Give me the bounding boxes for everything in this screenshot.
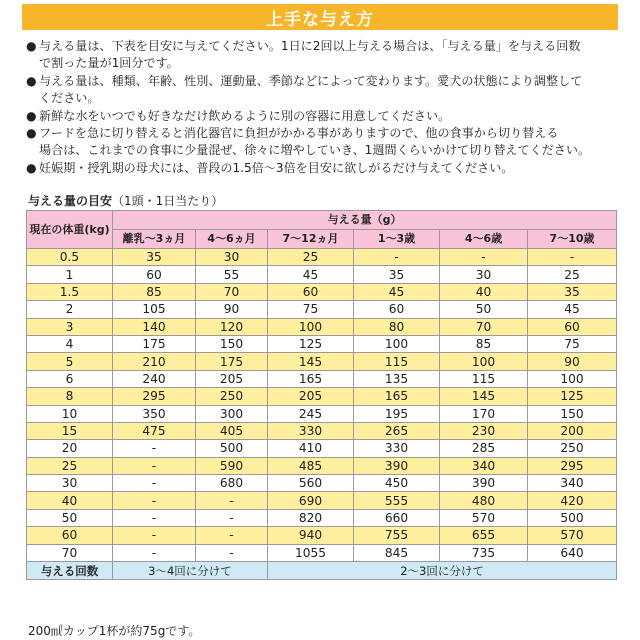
amount-cell: 500 — [196, 440, 268, 457]
table-row — [27, 353, 617, 370]
table-title — [28, 192, 223, 209]
table-row — [27, 440, 617, 457]
amount-cell: 135 — [354, 370, 440, 387]
amount-cell: 200 — [528, 422, 617, 439]
amount-cell: 570 — [528, 527, 617, 544]
amount-cell: 150 — [196, 335, 268, 352]
table-row — [27, 527, 617, 544]
amount-header: 与える量（g） — [113, 211, 617, 230]
amount-cell: 405 — [196, 422, 268, 439]
weight-cell: 1 — [27, 266, 113, 283]
amount-cell: 690 — [268, 492, 354, 509]
amount-cell: 570 — [440, 509, 528, 526]
amount-cell: 250 — [528, 440, 617, 457]
amount-cell: 90 — [528, 353, 617, 370]
table-row — [27, 492, 617, 509]
amount-cell: 485 — [268, 457, 354, 474]
amount-cell: 50 — [440, 301, 528, 318]
bullet-icon: ● — [26, 126, 37, 141]
amount-cell: 55 — [196, 266, 268, 283]
amount-cell: 25 — [268, 249, 354, 266]
amount-cell: 475 — [113, 422, 196, 439]
amount-cell: 45 — [354, 283, 440, 300]
amount-cell: 210 — [113, 353, 196, 370]
amount-cell: 245 — [268, 405, 354, 422]
amount-cell: 205 — [196, 370, 268, 387]
amount-cell: 410 — [268, 440, 354, 457]
amount-cell: 390 — [354, 457, 440, 474]
amount-cell: 250 — [196, 388, 268, 405]
amount-cell: 175 — [113, 335, 196, 352]
amount-cell: - — [113, 527, 196, 544]
amount-cell: 35 — [113, 249, 196, 266]
table-row — [27, 388, 617, 405]
amount-cell: 285 — [440, 440, 528, 457]
weight-cell: 0.5 — [27, 249, 113, 266]
weight-cell: 1.5 — [27, 283, 113, 300]
amount-cell: 170 — [440, 405, 528, 422]
feeding-table — [26, 210, 617, 580]
note-line: 妊娠期・授乳期の母犬には、普段の1.5倍〜3倍を目安に欲しがるだけ与えてください。 — [39, 160, 514, 175]
amount-cell: - — [196, 509, 268, 526]
amount-cell: 330 — [354, 440, 440, 457]
amount-cell: 60 — [113, 266, 196, 283]
amount-cell: 680 — [196, 475, 268, 492]
amount-cell: - — [196, 492, 268, 509]
age-column-header: 1〜3歳 — [354, 230, 440, 249]
amount-cell: 100 — [354, 335, 440, 352]
amount-cell: 60 — [354, 301, 440, 318]
amount-cell: 240 — [113, 370, 196, 387]
amount-cell: 145 — [440, 388, 528, 405]
note-line: 与える量は、下表を目安に与えてください。1日に2回以上与える場合は、「与える量」を与える回数 — [39, 39, 581, 53]
amount-cell: 1055 — [268, 544, 354, 561]
amount-cell: 30 — [196, 249, 268, 266]
weight-cell: 25 — [27, 457, 113, 474]
amount-cell: - — [113, 492, 196, 509]
amount-cell: 140 — [113, 318, 196, 335]
amount-cell: 820 — [268, 509, 354, 526]
amount-cell: 195 — [354, 405, 440, 422]
weight-cell: 3 — [27, 318, 113, 335]
table-row — [27, 266, 617, 283]
amount-cell: 125 — [528, 388, 617, 405]
amount-cell: - — [113, 544, 196, 561]
note-line: で割った量が1回分です。 — [39, 56, 179, 71]
note-item — [26, 160, 620, 177]
amount-cell: 90 — [196, 301, 268, 318]
feeding-times-label: 与える回数 — [27, 562, 113, 580]
amount-cell: 590 — [196, 457, 268, 474]
amount-cell: 115 — [440, 370, 528, 387]
weight-cell: 15 — [27, 422, 113, 439]
amount-cell: - — [440, 249, 528, 266]
amount-cell: - — [113, 509, 196, 526]
age-column-header: 離乳〜3ヵ月 — [113, 230, 196, 249]
amount-cell: 45 — [528, 301, 617, 318]
amount-cell: 85 — [440, 335, 528, 352]
weight-cell: 6 — [27, 370, 113, 387]
note-item — [26, 73, 620, 108]
amount-cell: 340 — [528, 475, 617, 492]
amount-cell: 70 — [196, 283, 268, 300]
amount-cell: 60 — [268, 283, 354, 300]
table-row — [27, 422, 617, 439]
amount-cell: - — [113, 475, 196, 492]
amount-cell: 75 — [268, 301, 354, 318]
amount-cell: 70 — [440, 318, 528, 335]
note-item — [26, 38, 620, 73]
table-row — [27, 509, 617, 526]
amount-cell: 165 — [354, 388, 440, 405]
amount-cell: 295 — [113, 388, 196, 405]
amount-cell: 755 — [354, 527, 440, 544]
amount-cell: 390 — [440, 475, 528, 492]
amount-cell: 845 — [354, 544, 440, 561]
amount-cell: 230 — [440, 422, 528, 439]
table-row — [27, 283, 617, 300]
weight-cell: 60 — [27, 527, 113, 544]
amount-cell: 295 — [528, 457, 617, 474]
note-line: 新鮮な水をいつでも好きなだけ飲めるように別の容器に用意してください。 — [39, 108, 451, 123]
amount-cell: 330 — [268, 422, 354, 439]
amount-cell: 150 — [528, 405, 617, 422]
amount-cell: 175 — [196, 353, 268, 370]
table-row — [27, 475, 617, 492]
amount-cell: 265 — [354, 422, 440, 439]
cup-footnote: 200㎖カップ1杯が約75gです。 — [28, 624, 201, 638]
weight-cell: 8 — [27, 388, 113, 405]
table-title-sub: （1頭・1日当たり） — [112, 194, 224, 208]
feeding-notes — [26, 38, 620, 177]
amount-cell: 35 — [354, 266, 440, 283]
table-row — [27, 544, 617, 561]
amount-cell: - — [528, 249, 617, 266]
amount-cell: 940 — [268, 527, 354, 544]
amount-cell: 45 — [268, 266, 354, 283]
amount-cell: 660 — [354, 509, 440, 526]
weight-cell: 2 — [27, 301, 113, 318]
amount-cell: 340 — [440, 457, 528, 474]
amount-cell: 40 — [440, 283, 528, 300]
weight-cell: 70 — [27, 544, 113, 561]
amount-cell: 35 — [528, 283, 617, 300]
amount-cell: 555 — [354, 492, 440, 509]
amount-cell: 100 — [268, 318, 354, 335]
amount-cell: 500 — [528, 509, 617, 526]
amount-cell: - — [196, 527, 268, 544]
table-row — [27, 370, 617, 387]
amount-cell: - — [196, 544, 268, 561]
table-row — [27, 318, 617, 335]
amount-cell: 120 — [196, 318, 268, 335]
note-line: 与える量は、種類、年齢、性別、運動量、季節などによって変わります。愛犬の状態により調整して — [39, 73, 583, 88]
amount-cell: 205 — [268, 388, 354, 405]
weight-cell: 50 — [27, 509, 113, 526]
note-item — [26, 108, 620, 125]
amount-cell: 100 — [528, 370, 617, 387]
table-row — [27, 335, 617, 352]
age-column-header: 4〜6歳 — [440, 230, 528, 249]
amount-cell: 300 — [196, 405, 268, 422]
bullet-icon: ● — [26, 73, 37, 88]
table-row — [27, 457, 617, 474]
amount-cell: - — [113, 440, 196, 457]
amount-cell: 640 — [528, 544, 617, 561]
amount-cell: 105 — [113, 301, 196, 318]
feeding-times-adult: 2〜3回に分けて — [268, 562, 617, 580]
note-line: 場合は、これまでの食事に少量混ぜ、徐々に増やしていき、1週間くらいかけて切り替えてください。 — [39, 143, 591, 158]
note-item — [26, 125, 620, 160]
amount-cell: 145 — [268, 353, 354, 370]
amount-cell: 655 — [440, 527, 528, 544]
amount-cell: - — [354, 249, 440, 266]
amount-cell: 25 — [528, 266, 617, 283]
amount-cell: 30 — [440, 266, 528, 283]
amount-cell: 350 — [113, 405, 196, 422]
amount-cell: 450 — [354, 475, 440, 492]
amount-cell: 480 — [440, 492, 528, 509]
amount-cell: 420 — [528, 492, 617, 509]
weight-cell: 4 — [27, 335, 113, 352]
amount-cell: 735 — [440, 544, 528, 561]
amount-cell: 80 — [354, 318, 440, 335]
age-column-header: 4〜6ヵ月 — [196, 230, 268, 249]
table-row — [27, 301, 617, 318]
weight-cell: 40 — [27, 492, 113, 509]
weight-header: 現在の体重(kg) — [27, 211, 113, 249]
note-line: フードを急に切り替えると消化器官に負担がかかる事がありますので、他の食事から切り替える — [39, 126, 559, 141]
bullet-icon: ● — [26, 108, 37, 123]
amount-cell: 115 — [354, 353, 440, 370]
amount-cell: - — [113, 457, 196, 474]
amount-cell: 85 — [113, 283, 196, 300]
table-row — [27, 249, 617, 266]
age-column-header: 7〜10歳 — [528, 230, 617, 249]
note-line: ください。 — [39, 91, 100, 106]
bullet-icon: ● — [26, 39, 37, 53]
bullet-icon: ● — [26, 160, 37, 175]
weight-cell: 30 — [27, 475, 113, 492]
amount-cell: 125 — [268, 335, 354, 352]
title-banner — [22, 4, 618, 30]
weight-cell: 20 — [27, 440, 113, 457]
weight-cell: 10 — [27, 405, 113, 422]
amount-cell: 100 — [440, 353, 528, 370]
amount-cell: 165 — [268, 370, 354, 387]
feeding-times-puppy: 3〜4回に分けて — [113, 562, 268, 580]
page-title: 上手な与え方 — [266, 9, 374, 30]
weight-cell: 5 — [27, 353, 113, 370]
table-title-main: 与える量の目安 — [28, 194, 113, 208]
table-row — [27, 405, 617, 422]
amount-cell: 560 — [268, 475, 354, 492]
amount-cell: 60 — [528, 318, 617, 335]
amount-cell: 75 — [528, 335, 617, 352]
age-column-header: 7〜12ヵ月 — [268, 230, 354, 249]
